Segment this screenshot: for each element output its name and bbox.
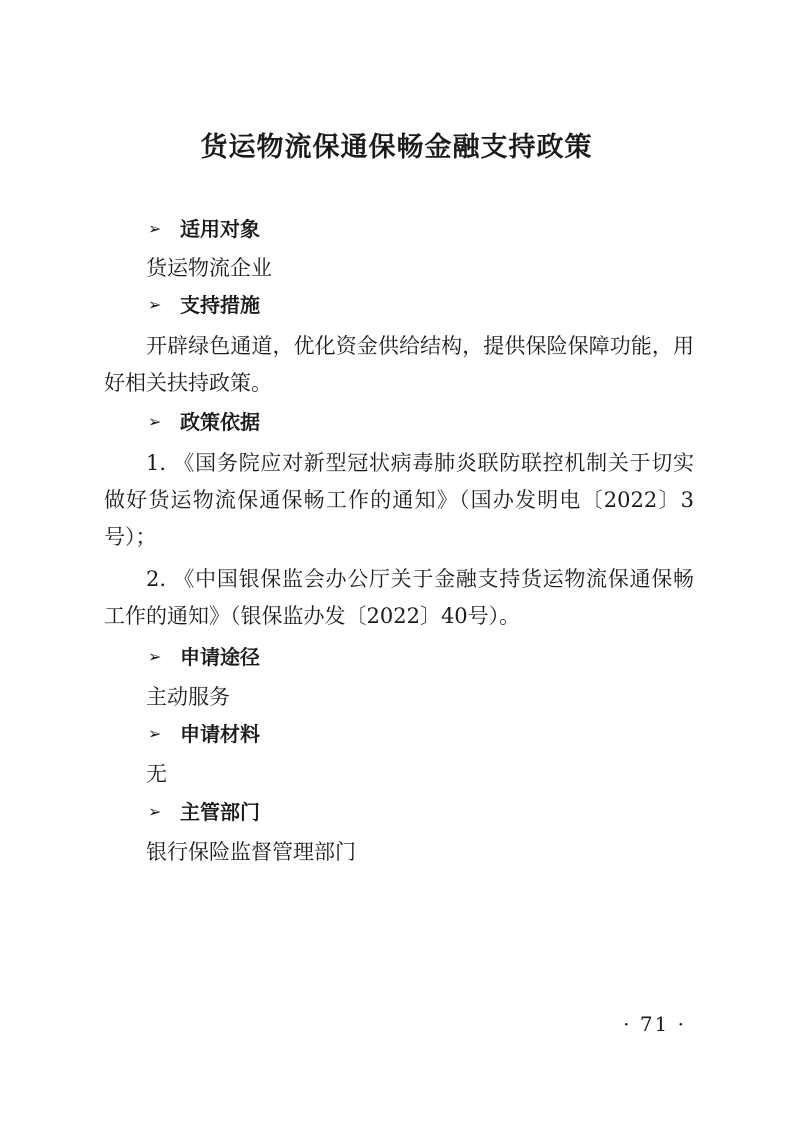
arrow-bullet-icon: ➢	[148, 412, 162, 431]
section-heading-label: 政策依据	[180, 410, 260, 434]
section-heading-applicable-target	[148, 214, 260, 244]
section-heading-application-channel	[148, 642, 260, 672]
section-heading-label: 申请途径	[180, 645, 260, 669]
arrow-bullet-icon: ➢	[148, 724, 162, 743]
arrow-bullet-icon: ➢	[148, 647, 162, 666]
policy-basis-item-1: 1. 《国务院应对新型冠状病毒肺炎联防联控机制关于切实做好货运物流保通保畅工作的通知》（国办发明电〔2022〕3号）；	[104, 451, 694, 549]
page-number: · 71 ·	[623, 1012, 686, 1036]
section-heading-label: 适用对象	[180, 217, 260, 241]
section-body-competent-department: 银行保险监督管理部门	[146, 840, 356, 864]
policy-basis-item-2: 2. 《中国银保监会办公厅关于金融支持货运物流保通保畅工作的通知》（银保监办发〔2022〕40号）。	[104, 567, 694, 628]
section-heading-policy-basis	[148, 407, 260, 437]
arrow-bullet-icon: ➢	[148, 802, 162, 821]
section-heading-label: 申请材料	[180, 722, 260, 746]
section-body-application-channel: 主动服务	[146, 685, 230, 709]
section-body-application-materials: 无	[146, 762, 167, 786]
section-heading-label: 支持措施	[180, 293, 260, 317]
section-body-support-measures: 开辟绿色通道，优化资金供给结构，提供保险保障功能，用好相关扶持政策。	[104, 334, 694, 395]
section-heading-support-measures	[148, 290, 260, 320]
arrow-bullet-icon: ➢	[148, 295, 162, 314]
section-heading-competent-department	[148, 797, 260, 827]
section-body-applicable-target: 货运物流企业	[146, 256, 272, 280]
section-heading-application-materials	[148, 719, 260, 749]
arrow-bullet-icon: ➢	[148, 219, 162, 238]
document-title: 货运物流保通保畅金融支持政策	[200, 132, 593, 163]
section-heading-label: 主管部门	[180, 800, 260, 824]
